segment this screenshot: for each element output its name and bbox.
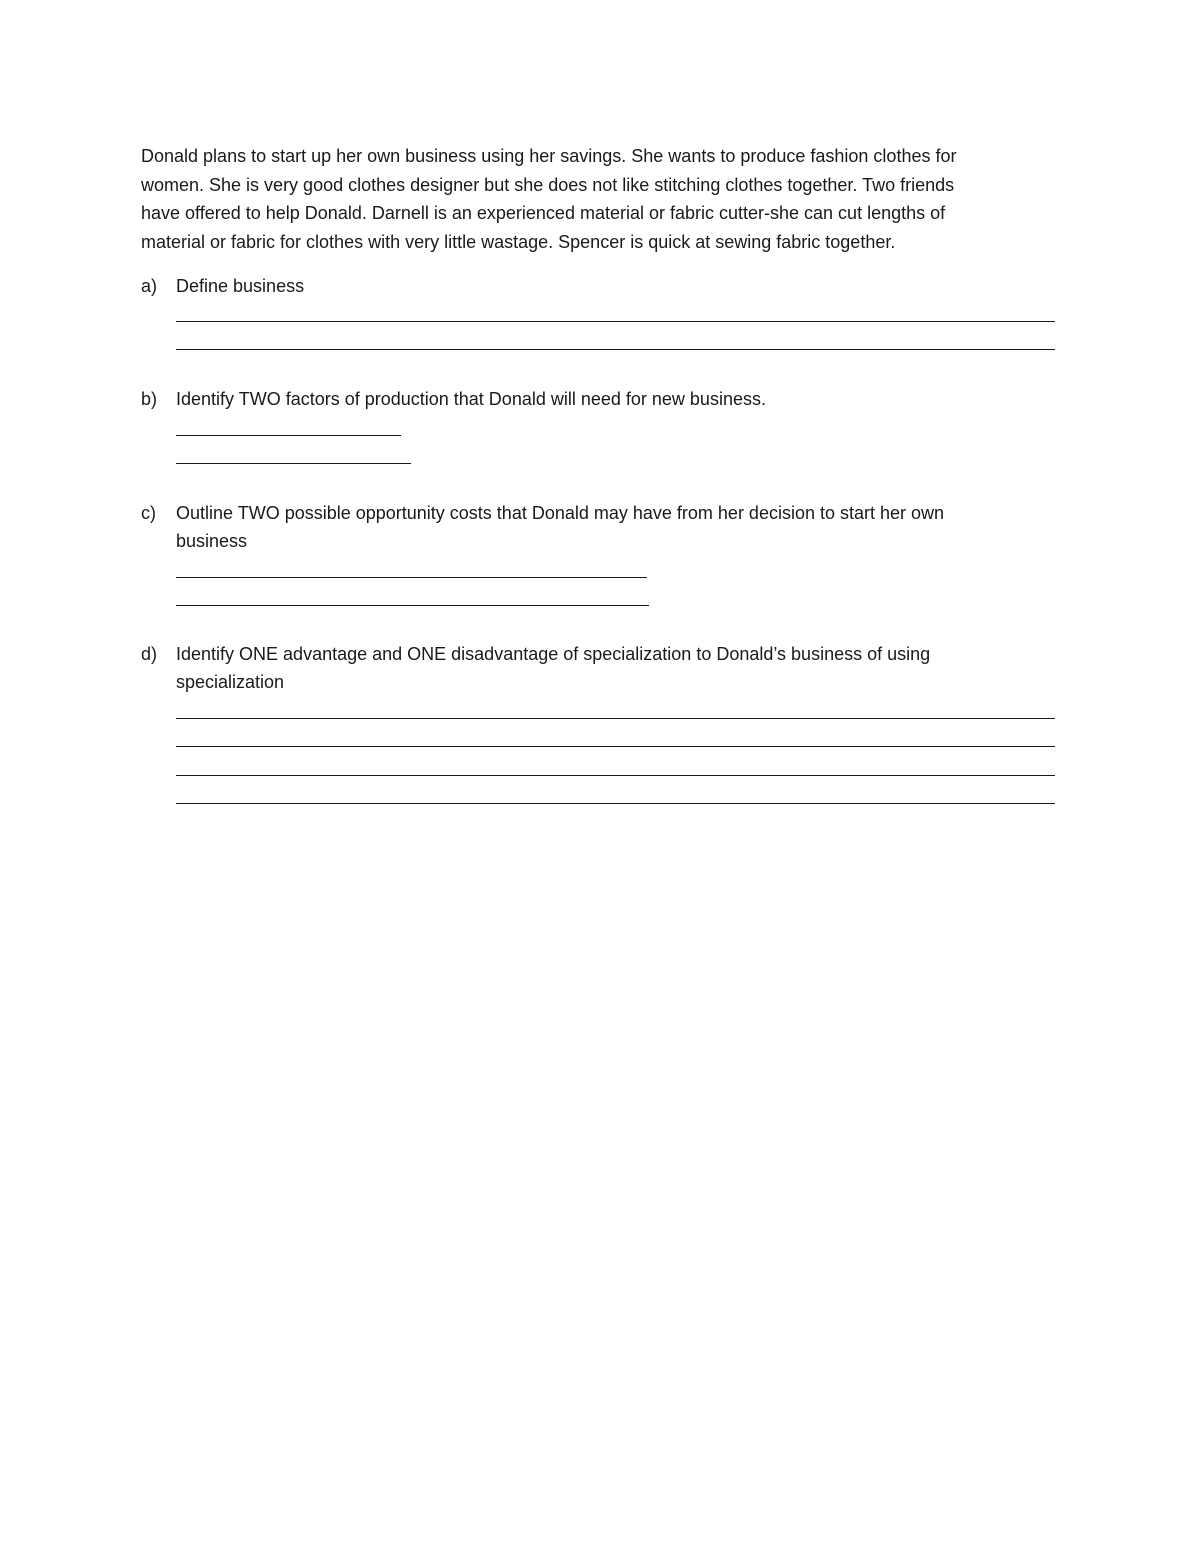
- question-text: [176, 385, 1056, 413]
- answer-line[interactable]: [176, 321, 1055, 322]
- answer-line[interactable]: [176, 577, 647, 578]
- answer-line[interactable]: [176, 605, 649, 606]
- answer-line[interactable]: [176, 746, 1055, 747]
- answer-line[interactable]: [176, 463, 411, 464]
- question-line: Define business: [176, 276, 305, 296]
- question-label: d): [141, 644, 158, 664]
- question-text: [176, 499, 1056, 555]
- paragraph-line: women. She is very good clothes designer but she does not like stitching clothes together. Two friends: [141, 174, 955, 195]
- question-label: c): [141, 503, 156, 523]
- answer-line[interactable]: [176, 775, 1055, 776]
- case-study-paragraph: [141, 142, 1061, 256]
- answer-line[interactable]: [176, 803, 1055, 804]
- answer-line[interactable]: [176, 349, 1055, 350]
- question-line: Identify TWO factors of production that Donald will need for new business.: [176, 389, 766, 409]
- answer-line[interactable]: [176, 435, 401, 436]
- question-text: [176, 272, 1056, 300]
- question-line: Identify ONE advantage and ONE disadvantage of specialization to Donald’s business of using: [176, 644, 931, 664]
- answer-line[interactable]: [176, 718, 1055, 719]
- question-text: [176, 640, 1056, 696]
- paragraph-line: have offered to help Donald. Darnell is an experienced material or fabric cutter-she can cut lengths of: [141, 203, 946, 223]
- question-label: b): [141, 389, 158, 409]
- paragraph-line: material or fabric for clothes with very little wastage. Spencer is quick at sewing fabric together.: [141, 231, 896, 252]
- question-label: a): [141, 276, 158, 296]
- question-line: specialization: [176, 672, 285, 692]
- paragraph-line: Donald plans to start up her own business using her savings. She wants to produce fashion clothes for: [141, 146, 957, 166]
- question-line: business: [176, 531, 248, 551]
- question-line: Outline TWO possible opportunity costs that Donald may have from her decision to start her own: [176, 503, 945, 523]
